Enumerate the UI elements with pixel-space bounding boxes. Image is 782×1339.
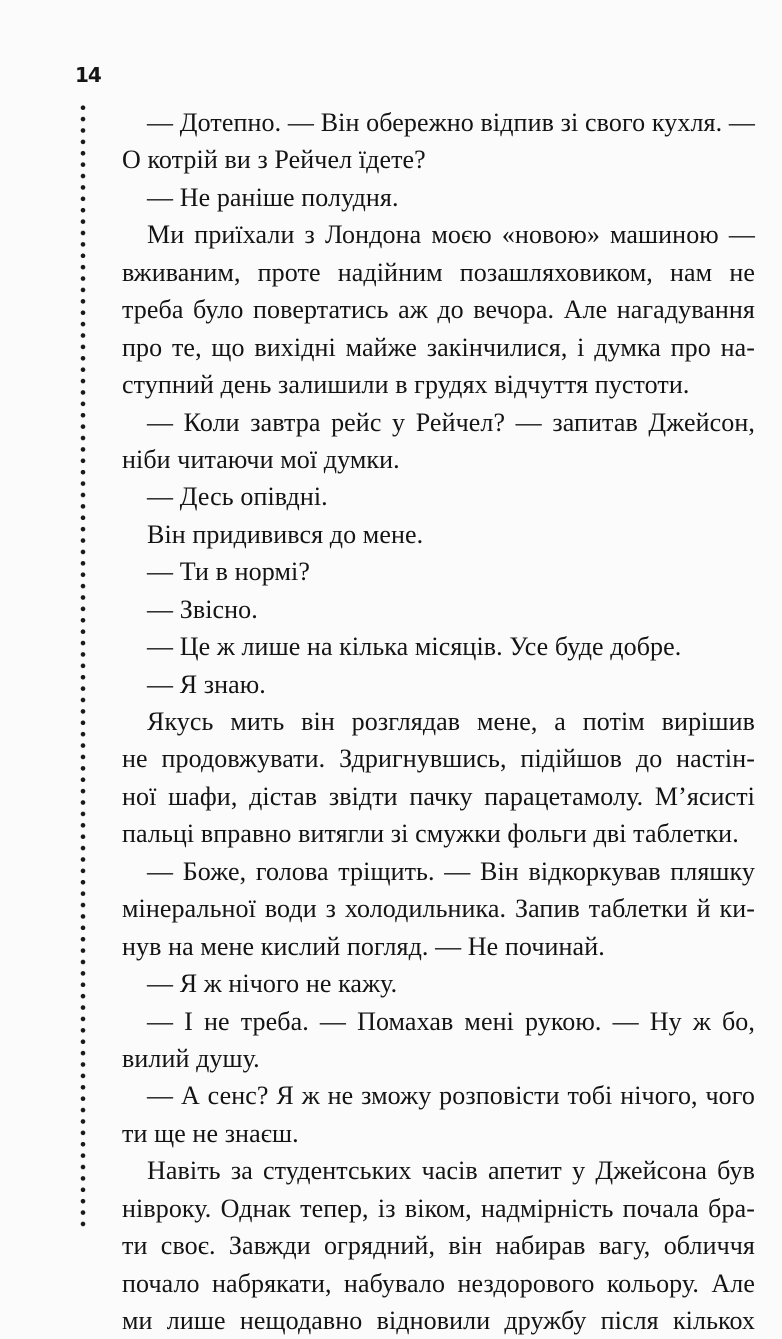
text-line: О котрій ви з Рейчел їдете? (122, 145, 426, 175)
text-line: мінеральної води з холодильника. Запив таблетки й ки- (122, 894, 755, 924)
text-line: ступний день залишили в грудях відчуття пустоти. (122, 370, 690, 400)
text-line: треба було повертатись аж до вечора. Але нагадування (122, 295, 755, 325)
text-line: Навіть за студентських часів апетит у Джейсона був (147, 1156, 755, 1186)
text-line: Ми приїхали з Лондона моєю «новою» машиною — (147, 220, 755, 250)
text-line: ти ще не знаєш. (122, 1118, 299, 1148)
text-line: — І не треба. — Помахав мені рукою. — Ну ж бо, (147, 1006, 755, 1036)
text-line: вилий душу. (122, 1043, 260, 1073)
text-line: — Я знаю. (147, 669, 266, 699)
text-line: ної шафи, дістав звідти пачку парацетамолу. М’ясисті (122, 781, 755, 811)
page-number: 14 (75, 63, 101, 87)
text-line: — Звісно. (147, 594, 258, 624)
text-line: ми лише нещодавно відновили дружбу після кількох (122, 1306, 755, 1335)
text-line: — Дотепно. — Він обережно відпив зі свого кухля. — (147, 108, 755, 137)
dotted-margin-rule (80, 102, 86, 1227)
text-line: — Коли завтра рейс у Рейчел? — запитав Джейсон, (147, 407, 755, 437)
text-line: про те, що вихідні майже закінчилися, і думка про на- (122, 332, 755, 362)
text-line: — Ти в нормі? (147, 557, 310, 587)
text-line: почало набрякати, набувало нездорового кольору. Але (122, 1268, 755, 1298)
text-line: ніби читаючи мої думки. (122, 444, 400, 474)
text-line: — Це ж лише на кілька місяців. Усе буде добре. (147, 632, 682, 662)
text-line: — Не раніше полудня. (147, 182, 399, 212)
text-line: вживаним, проте надійним позашляховиком, нам не (122, 257, 755, 287)
text-line: — Я ж нічого не кажу. (147, 969, 398, 999)
text-line: — А сенс? Я ж не зможу розповісти тобі нічого, чого (147, 1081, 755, 1111)
body-text (122, 104, 755, 1339)
text-line: нув на мене кислий погляд. — Не починай. (122, 931, 605, 961)
text-line: не продовжувати. Здригнувшись, підійшов до настін- (122, 744, 755, 774)
text-line: — Десь опівдні. (147, 482, 328, 512)
text-line: ти своє. Завжди огрядний, він набирав вагу, обличчя (122, 1231, 755, 1261)
text-line: — Боже, голова тріщить. — Він відкоркував пляшку (147, 856, 755, 886)
text-line: Якусь мить він розглядав мене, а потім вирішив (147, 707, 755, 736)
text-line: нівроку. Однак тепер, із віком, надмірність почала бра- (122, 1193, 755, 1223)
text-line: пальці вправно витягли зі смужки фольги дві таблетки. (122, 819, 739, 849)
text-line: Він придивився до мене. (147, 519, 424, 549)
